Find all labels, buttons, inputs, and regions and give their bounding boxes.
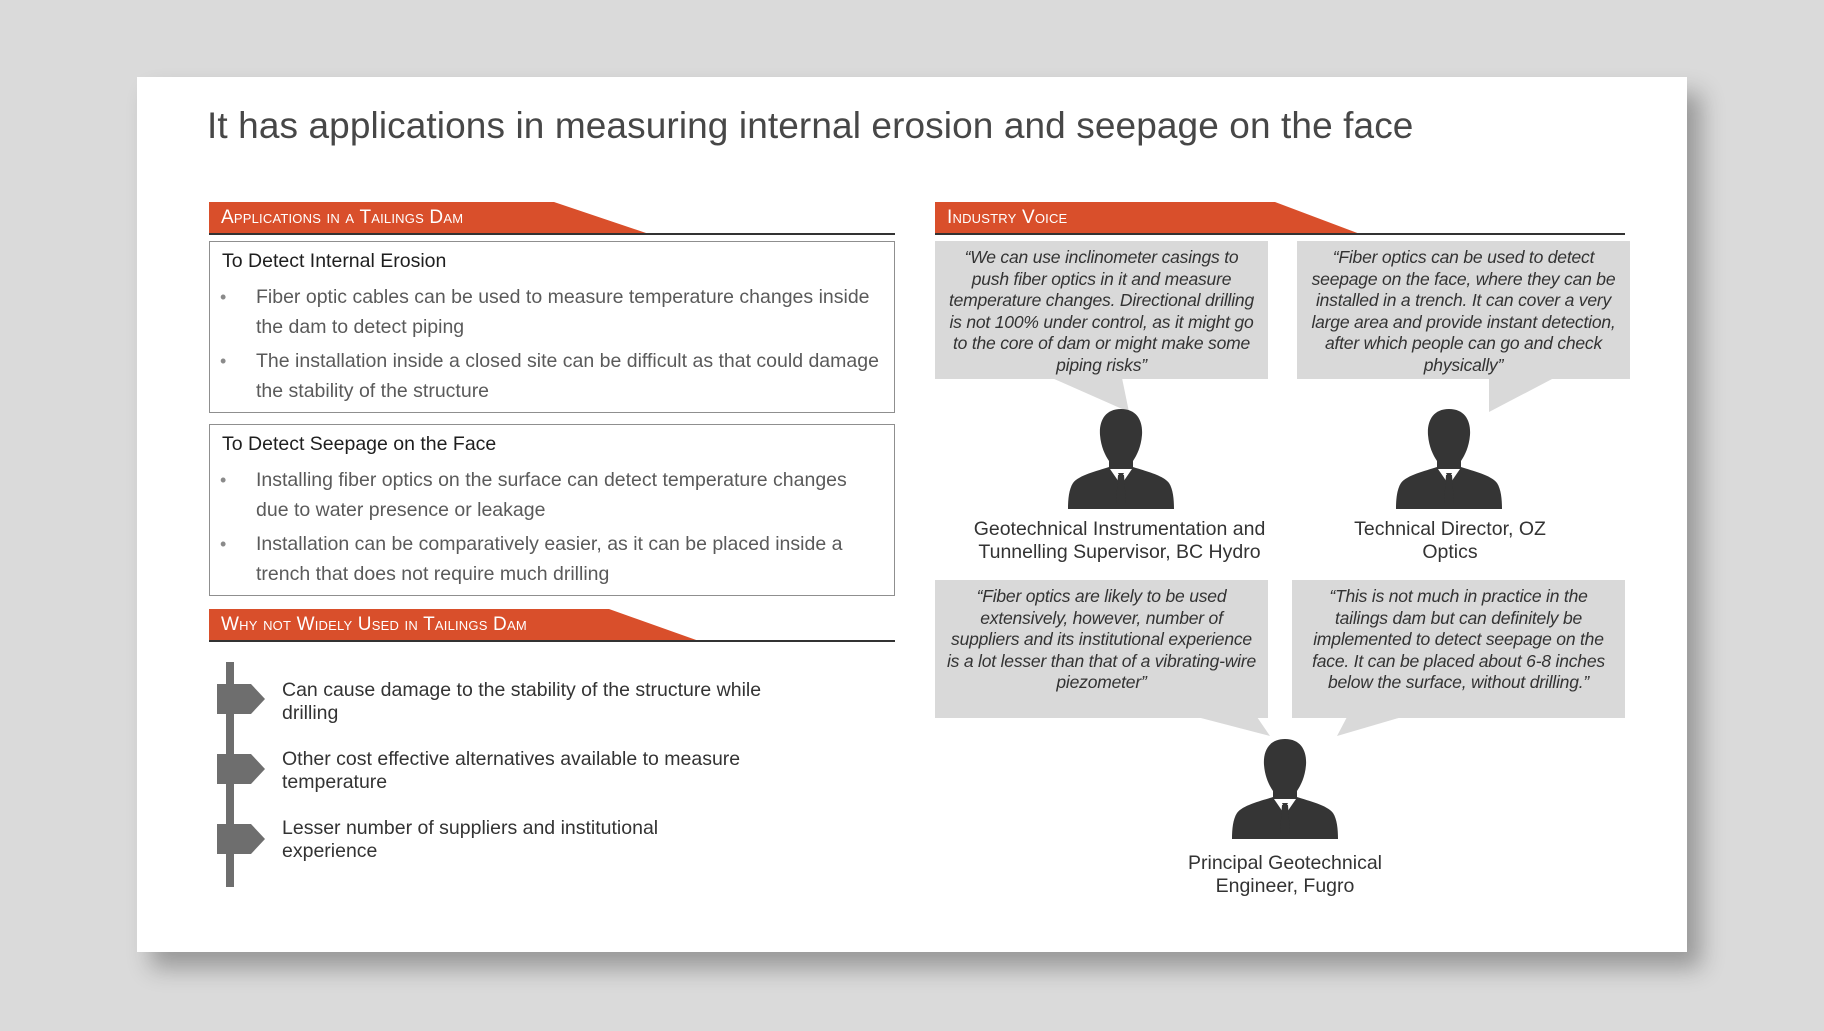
bubble-tail bbox=[1337, 717, 1407, 737]
internal-erosion-box bbox=[209, 241, 895, 413]
person-silhouette-icon bbox=[1231, 735, 1339, 839]
quote-bubble bbox=[935, 580, 1268, 718]
banner-rule bbox=[209, 640, 895, 642]
seepage-face-box bbox=[209, 424, 895, 596]
seepage-face-list bbox=[220, 465, 880, 593]
person-silhouette-icon bbox=[1395, 405, 1503, 509]
quote-text: “Fiber optics can be used to detect seepage on the face, where they can be installed in a trench. It can cover a very large area and provide instant detection, after which people can go and check physically” bbox=[1311, 247, 1616, 375]
reason-item: Other cost effective alternatives available to measure temperature bbox=[282, 748, 741, 793]
internal-erosion-list bbox=[220, 282, 880, 410]
why-not-banner-label: Why not Widely Used in Tailings Dam bbox=[221, 614, 527, 635]
quote-bubble bbox=[935, 241, 1268, 379]
seepage-face-heading: To Detect Seepage on the Face bbox=[222, 433, 497, 455]
industry-voice-banner-label: Industry Voice bbox=[947, 207, 1068, 228]
quote-bubble bbox=[1292, 580, 1625, 718]
bubble-tail bbox=[1197, 717, 1277, 737]
list-item: • Fiber optic cables can be used to measure temperature changes inside the dam to detect piping bbox=[220, 282, 880, 342]
list-item: • Installation can be comparatively easier, as it can be placed inside a trench that does not require much drilling bbox=[220, 529, 880, 589]
person-caption: Technical Director, OZ Optics bbox=[1354, 518, 1546, 563]
person-silhouette-icon bbox=[1067, 405, 1175, 509]
slide bbox=[137, 77, 1687, 952]
internal-erosion-heading: To Detect Internal Erosion bbox=[222, 250, 447, 272]
banner-rule bbox=[935, 233, 1625, 235]
applications-banner bbox=[209, 202, 895, 234]
reason-item: Lesser number of suppliers and institutional experience bbox=[282, 817, 659, 862]
list-item: • Installing fiber optics on the surface can detect temperature changes due to water presence or leakage bbox=[220, 465, 880, 525]
quote-text: “This is not much in practice in the tailings dam but can definitely be implemented to detect seepage on the face. It can be placed about 6-8 inches below the surface, without drilling.” bbox=[1312, 586, 1605, 692]
quote-text: “We can use inclinometer casings to push fiber optics in it and measure temperature changes. Directional drilling is not 100% under control, as it might go to the core of dam or might make some piping risks” bbox=[948, 247, 1254, 375]
person-caption: Principal Geotechnical Engineer, Fugro bbox=[1187, 852, 1383, 897]
timeline-graphic bbox=[217, 662, 267, 887]
list-item: • The installation inside a closed site can be difficult as that could damage the stability of the structure bbox=[220, 346, 880, 406]
quote-bubble bbox=[1297, 241, 1630, 379]
quote-text: “Fiber optics are likely to be used extensively, however, number of suppliers and its institutional experience is a lot lesser than that of a vibrating-wire piezometer” bbox=[946, 586, 1257, 692]
applications-banner-label: Applications in a Tailings Dam bbox=[221, 207, 464, 228]
banner-rule bbox=[209, 233, 895, 235]
person-caption: Geotechnical Instrumentation and Tunnelling Supervisor, BC Hydro bbox=[973, 518, 1266, 563]
reason-item: Can cause damage to the stability of the structure while drilling bbox=[282, 679, 762, 724]
industry-voice-banner bbox=[935, 202, 1625, 234]
why-not-banner bbox=[209, 609, 895, 641]
slide-title: It has applications in measuring internal erosion and seepage on the face bbox=[207, 105, 1414, 146]
